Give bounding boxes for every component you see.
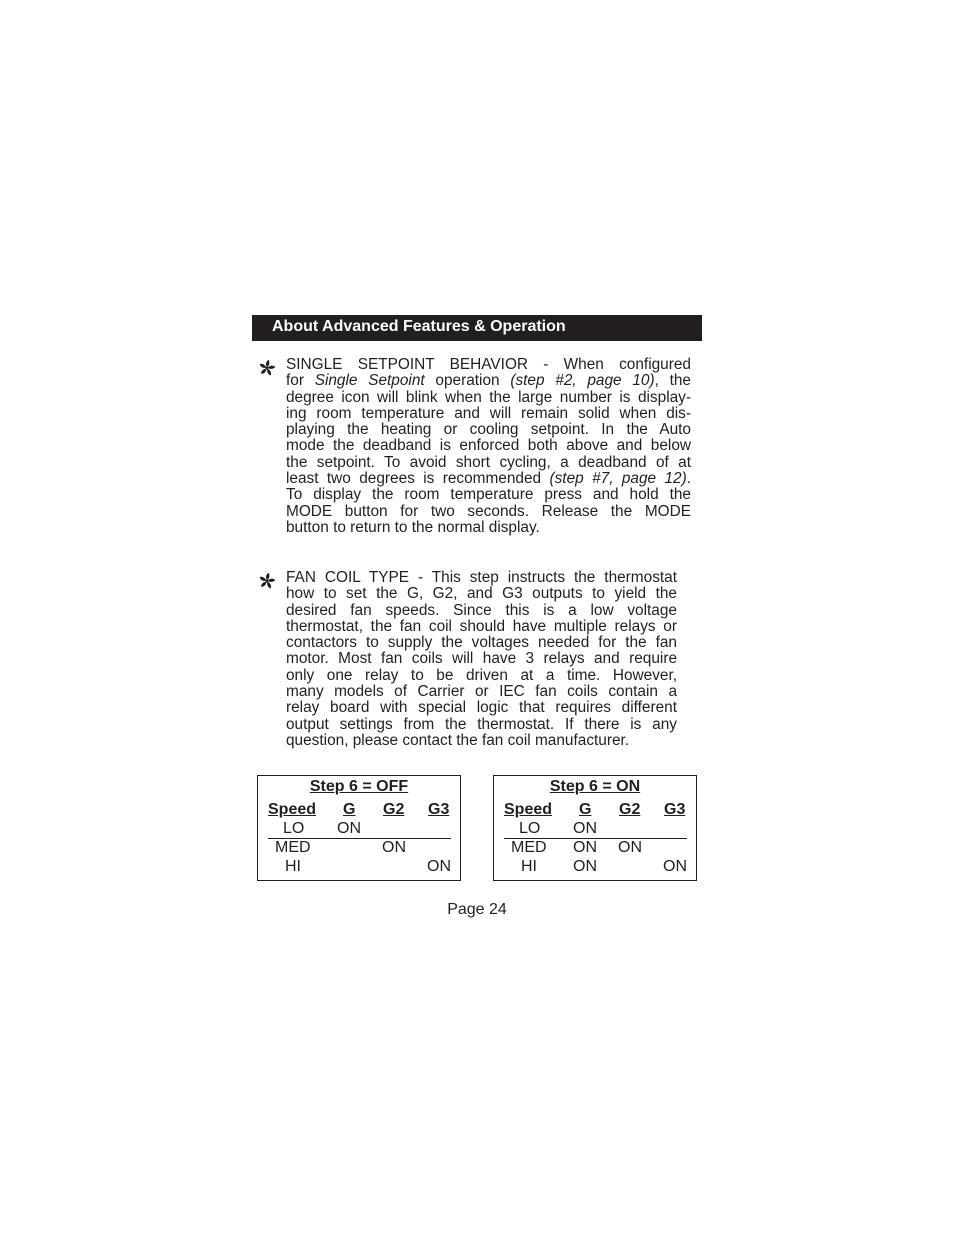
text-run: how to set the G, G2, and G3 outputs to yield the (286, 585, 677, 603)
paragraph-line (286, 487, 691, 503)
text-run: thermostat, the fan coil should have multiple relays or (286, 617, 677, 635)
italic-text-run: (step #2, page 10) (510, 372, 655, 390)
text-run: ing room temperature and will remain solid when dis- (286, 404, 691, 422)
text-run: only one relay to be driven at a time. However, (286, 666, 677, 684)
section-header-bar (252, 315, 702, 341)
table-cell: ON (427, 858, 451, 875)
text-run: many models of Carrier or IEC fan coils contain a (286, 683, 677, 701)
text-run: the setpoint. To avoid short cycling, a deadband of at (286, 453, 691, 471)
single-setpoint-paragraph (286, 357, 691, 536)
paragraph-line (286, 455, 691, 471)
text-run: playing the heating or cooling setpoint. In the Auto (286, 421, 691, 439)
paragraph-line (286, 635, 677, 651)
text-run: for (286, 372, 315, 390)
paragraph-line (286, 520, 691, 536)
paragraph-line (286, 700, 677, 716)
text-run: contactors to supply the voltages needed for the fan (286, 634, 677, 652)
fan-coil-type-paragraph (286, 570, 677, 749)
paragraph-line (286, 406, 691, 422)
text-run: motor. Most fan coils will have 3 relays and require (286, 650, 677, 668)
column-header-g: G (579, 801, 592, 818)
paragraph-line (286, 357, 691, 373)
text-run: , the (654, 372, 691, 390)
paragraph-line (286, 684, 677, 700)
paragraph-line (286, 717, 677, 733)
section-header-title: About Advanced Features & Operation (272, 318, 566, 335)
italic-text-run: Single Setpoint (314, 372, 425, 390)
paragraph-line (286, 586, 677, 602)
paragraph-line (286, 471, 691, 487)
text-run: least two degrees is recommended (286, 470, 550, 488)
column-header-g2: G2 (383, 801, 405, 818)
table-cell: ON (337, 820, 361, 837)
column-header-speed: Speed (268, 801, 317, 818)
table-cell: HI (285, 858, 301, 875)
text-run: mode the deadband is enforced both above and below (286, 437, 691, 455)
text-run: question, please contact the fan coil manufacturer. (286, 731, 630, 749)
paragraph-line (286, 603, 677, 619)
step6-on-table (493, 775, 697, 881)
fan-asterisk-icon (258, 359, 276, 377)
column-header-g3: G3 (428, 801, 450, 818)
table-title: Step 6 = ON (549, 778, 641, 795)
text-run: desired fan speeds. Since this is a low voltage (286, 601, 677, 619)
text-run: FAN COIL TYPE - This step instructs the thermostat (286, 569, 677, 586)
table-cell: ON (573, 839, 597, 856)
paragraph-line (286, 651, 677, 667)
text-run: relay board with special logic that requires different (286, 699, 677, 717)
table-cell: MED (275, 839, 311, 856)
table-cell: HI (521, 858, 537, 875)
table-cell: ON (618, 839, 642, 856)
fan-asterisk-icon (258, 572, 276, 590)
paragraph-line (286, 733, 677, 749)
paragraph-line (286, 619, 677, 635)
text-run: button to return to the normal display. (286, 518, 540, 536)
text-run: To display the room temperature press and hold the (286, 486, 691, 504)
step6-off-table (257, 775, 461, 881)
text-run: MODE button for two seconds. Release the MODE (286, 502, 691, 520)
paragraph-line (286, 373, 691, 389)
table-cell: LO (283, 820, 305, 837)
paragraph-line (286, 438, 691, 454)
text-run: output settings from the thermostat. If there is any (286, 715, 677, 733)
table-title: Step 6 = OFF (309, 778, 409, 795)
text-run: . (686, 470, 692, 488)
column-header-speed: Speed (504, 801, 553, 818)
table-cell: LO (519, 820, 541, 837)
paragraph-line (286, 504, 691, 520)
table-cell: ON (573, 858, 597, 875)
table-cell: MED (511, 839, 547, 856)
text-run: degree icon will blink when the large number is display- (286, 388, 691, 406)
table-cell: ON (663, 858, 687, 875)
column-header-g3: G3 (664, 801, 686, 818)
table-cell: ON (573, 820, 597, 837)
page-number: Page 24 (447, 901, 507, 918)
column-header-g2: G2 (619, 801, 641, 818)
italic-text-run: (step #7, page 12) (549, 470, 687, 488)
column-header-g: G (343, 801, 356, 818)
text-run: operation (424, 372, 511, 390)
text-run: SINGLE SETPOINT BEHAVIOR - When configured (286, 356, 691, 373)
paragraph-line (286, 390, 691, 406)
paragraph-line (286, 668, 677, 684)
paragraph-line (286, 570, 677, 586)
table-cell: ON (382, 839, 406, 856)
paragraph-line (286, 422, 691, 438)
